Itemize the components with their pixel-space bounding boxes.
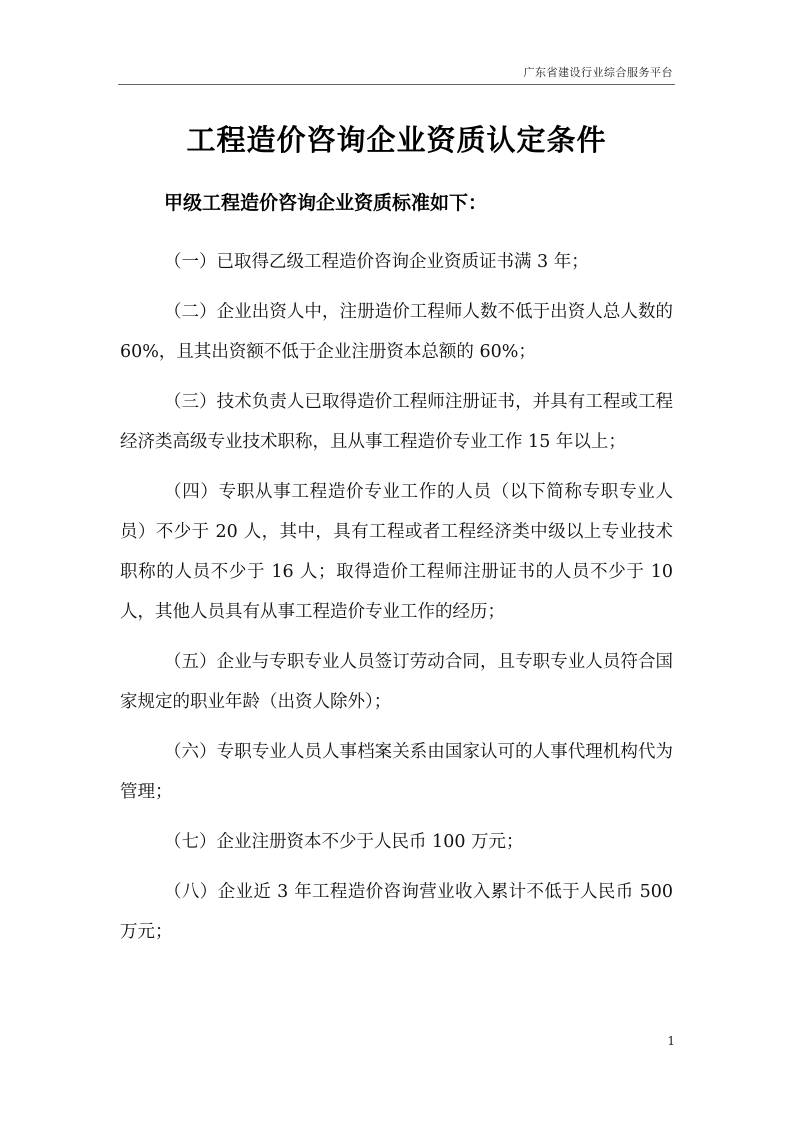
page-header-site-name: 广东省建设行业综合服务平台 (523, 66, 673, 79)
section-subtitle: 甲级工程造价咨询企业资质标准如下： (164, 192, 488, 214)
document-title: 工程造价咨询企业资质认定条件 (186, 123, 607, 157)
condition-paragraph-4: （四）专职从事工程造价专业工作的人员（以下简称专职专业人员）不少于 20 人，其中，具有工程或者工程经济类中级以上专业技术职称的人员不少于 16 人；取得造价工程师注册证书的人员不少于 10 人，其他人员具有从事工程造价专业工作的经历； (120, 482, 673, 622)
document-body (120, 242, 673, 962)
condition-paragraph-3: （三）技术负责人已取得造价工程师注册证书，并具有工程或工程经济类高级专业技术职称，且从事工程造价专业工作 15 年以上； (120, 392, 673, 452)
condition-paragraph-8: （八）企业近 3 年工程造价咨询营业收入累计不低于人民币 500 万元； (120, 882, 673, 942)
header-divider (118, 84, 675, 85)
condition-paragraph-1: （一）已取得乙级工程造价咨询企业资质证书满 3 年； (164, 252, 589, 272)
condition-paragraph-5: （五）企业与专职专业人员签订劳动合同，且专职专业人员符合国家规定的职业年龄（出资人除外）； (120, 652, 673, 712)
condition-paragraph-6: （六）专职专业人员人事档案关系由国家认可的人事代理机构代为管理； (120, 742, 673, 802)
condition-paragraph-7: （七）企业注册资本不少于人民币 100 万元； (164, 832, 524, 852)
page-number: 1 (667, 1034, 675, 1048)
condition-paragraph-2: （二）企业出资人中，注册造价工程师人数不低于出资人总人数的 60%，且其出资额不低于企业注册资本总额的 60%； (120, 302, 673, 362)
